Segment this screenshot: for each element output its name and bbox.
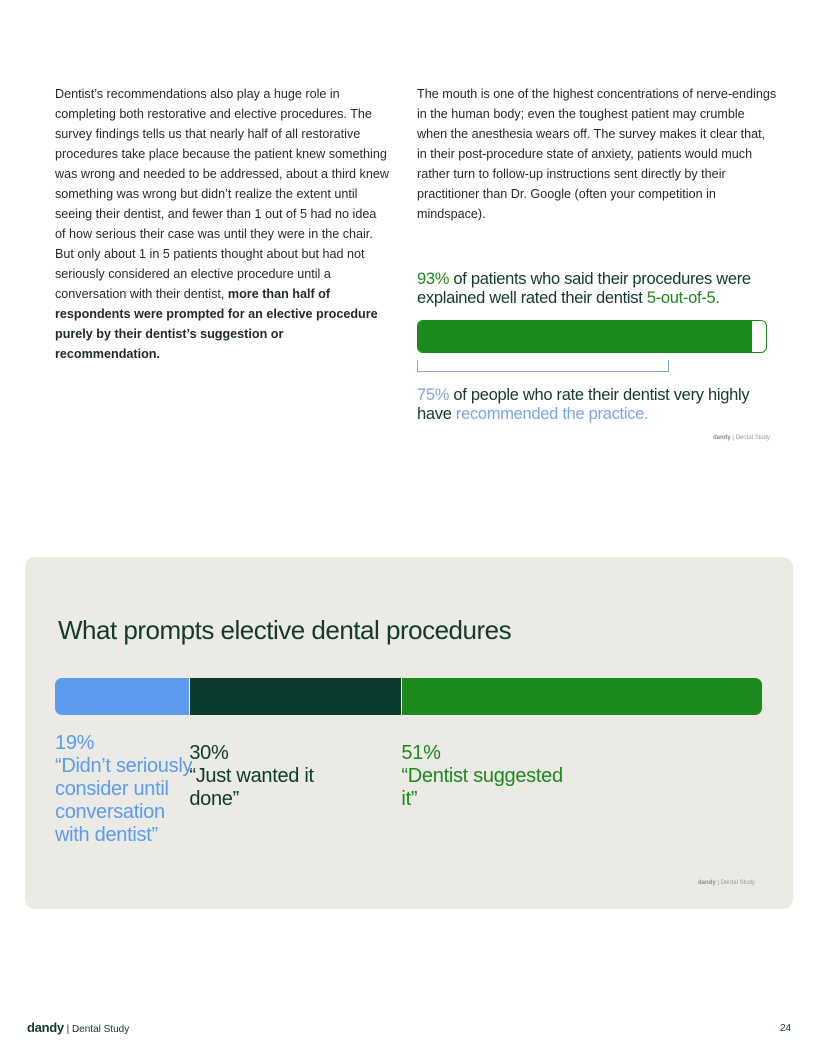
- chart-title: What prompts elective dental procedures: [58, 615, 512, 645]
- segment-label-3: [401, 742, 571, 811]
- stacked-bar: [55, 678, 762, 715]
- signature-top: dandy | Dental Study: [713, 435, 770, 441]
- segment-category-1: “Didn’t seriously consider until conversation with dentist”: [55, 755, 193, 846]
- segment-category-2: “Just wanted it done”: [189, 765, 314, 810]
- signature-panel-sub: Dental Study: [720, 880, 755, 886]
- footer-brand-logo: dandy: [27, 1020, 64, 1035]
- left-column-bold: more than half of respondents were prompted for an elective procedure purely by their dentist’s suggestion or recommendation.: [55, 287, 378, 361]
- footer-brand: dandy | Dental Study: [27, 1020, 130, 1035]
- segment-value-1: 19%: [55, 732, 95, 754]
- right-column-text: The mouth is one of the highest concentrations of nerve-endings in the human body; even the toughest patient may crumble when the anesthesia wears off. The survey makes it clear that, in their post-procedure state of anxiety, patients would much rather turn to follow-up instructions sent directly by their practitioner than Dr. Google (often your competition in mindspace).: [417, 87, 777, 221]
- segment-label-1: [55, 732, 195, 847]
- elective-procedures-panel: [25, 557, 793, 909]
- segment-value-3: 51%: [401, 742, 441, 764]
- stat-93-bar: [417, 320, 767, 353]
- stat-75-body: of people who rate their dentist very highly have: [417, 386, 750, 423]
- signature-panel-brand: dandy: [698, 880, 716, 886]
- stat-93-pct: 93%: [417, 270, 450, 288]
- footer-brand-sub: Dental Study: [71, 1024, 130, 1035]
- left-column-normal: Dentist’s recommendations also play a huge role in completing both restorative and elective procedures. The survey findings tells us that nearly half of all restorative procedures take place because the patient knew something was wrong and needed to be addressed, about a third knew something was wrong but didn’t realize the extent until seeing their dentist, and fewer than 1 out of 5 had no idea of how serious their case was until they were in the chair. But only about 1 in 5 patients thought about but had not seriously considered an elective procedure until a conversation with their dentist,: [55, 87, 389, 301]
- stat-93-text: [417, 270, 777, 308]
- segment-value-2: 30%: [189, 742, 229, 764]
- bar-segment-2: [189, 678, 402, 715]
- stat-93-bar-fill: [418, 321, 752, 352]
- stat-75-highlight: recommended the practice.: [455, 405, 649, 423]
- bar-segment-3: [401, 678, 762, 715]
- signature-panel: dandy | Dental Study: [698, 880, 755, 886]
- stat-75-text: [417, 386, 777, 424]
- stat-75-bracket: [417, 360, 669, 372]
- segment-label-2: [189, 742, 359, 811]
- page-number: 24: [780, 1023, 792, 1034]
- stat-93-body: of patients who said their procedures were explained well rated their dentist: [417, 270, 751, 307]
- left-column-text: [55, 84, 390, 364]
- signature-top-brand: dandy: [713, 435, 731, 441]
- stat-75-pct: 75%: [417, 386, 450, 404]
- bar-segment-1: [55, 678, 189, 715]
- segment-category-3: “Dentist suggested it”: [401, 765, 563, 810]
- signature-top-sub: Dental Study: [735, 435, 770, 441]
- stat-93-highlight: 5-out-of-5.: [646, 289, 720, 307]
